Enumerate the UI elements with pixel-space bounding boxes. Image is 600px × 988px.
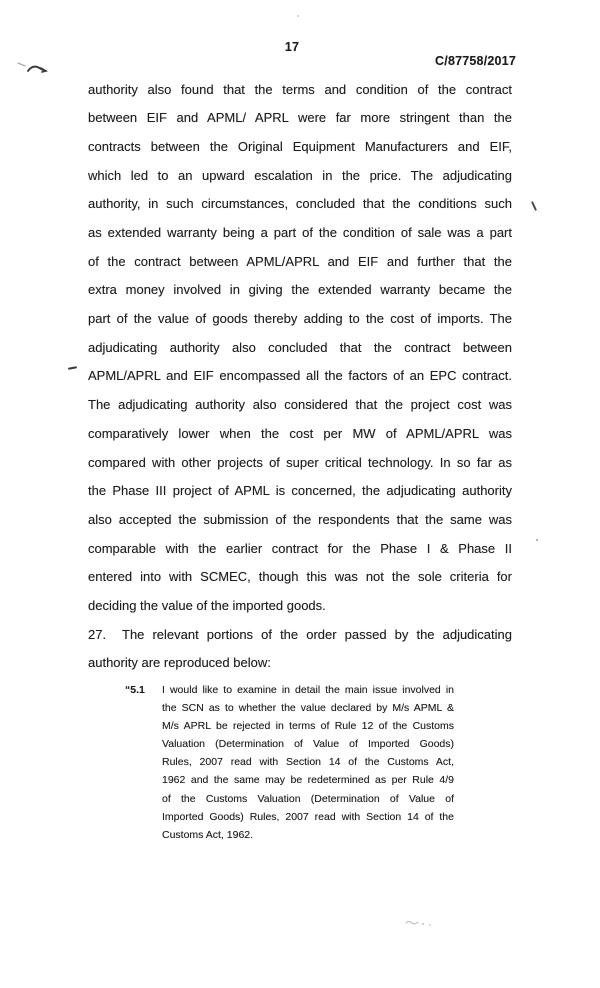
page-number: 17 <box>284 40 300 54</box>
body-line: The relevant portions of the order passed by the adjudicating <box>122 626 512 642</box>
smudge-mark <box>404 916 434 930</box>
order-extract-5-1 <box>125 681 460 844</box>
quote-line: Rules, 2007 read with Section 14 of the Customs Act, <box>162 756 454 769</box>
body-line: contracts between the Original Equipment Manufacturers and EIF, <box>88 138 512 154</box>
body-line: authority also found that the terms and condition of the contract <box>88 81 512 97</box>
body-line: compared with other projects of super critical technology. In so far as <box>88 454 512 470</box>
stray-dash-mark <box>68 366 77 370</box>
body-line: extra money involved in giving the extended warranty became the <box>88 282 512 298</box>
quote-line: Imported Goods) Rules, 2007 read with Section 14 of the <box>162 810 454 823</box>
body-paragraph <box>88 76 512 678</box>
body-line: The adjudicating authority also considered that the project cost was <box>88 397 512 413</box>
quote-marker: “5.1 <box>125 684 145 696</box>
body-line: authority are reproduced below: <box>88 655 271 671</box>
body-line: authority, in such circumstances, concluded that the conditions such <box>88 196 512 212</box>
body-line: the Phase III project of APML is concerned, the adjudicating authority <box>88 483 512 499</box>
body-line: of the contract between APML/APRL and EIF and further that the <box>88 253 512 269</box>
quote-line: Valuation (Determination of Value of Imported Goods) <box>162 738 454 751</box>
body-line: which led to an upward escalation in the price. The adjudicating <box>88 167 512 183</box>
quote-lines <box>162 681 454 844</box>
body-line: as extended warranty being a part of the condition of sale was a part <box>88 225 512 241</box>
body-line: deciding the value of the imported goods. <box>88 597 326 613</box>
case-number: C/87758/2017 <box>435 54 516 68</box>
body-line: APML/APRL and EIF encompassed all the factors of an EPC contract. <box>88 368 512 384</box>
quote-line: I would like to examine in detail the main issue involved in <box>162 684 454 696</box>
paragraph-27 <box>88 621 512 650</box>
body-line: also accepted the submission of the respondents that the same was <box>88 511 512 527</box>
top-speck-mark <box>297 15 299 17</box>
pen-scribble-mark <box>16 56 50 78</box>
quote-line: the SCN as to whether the value declared by M/s APML & <box>162 702 454 715</box>
quote-line: M/s APRL be rejected in terms of Rule 12 of the Customs <box>162 720 454 733</box>
stray-tick-mark <box>531 201 537 211</box>
paragraph-27-number: 27. <box>88 626 107 642</box>
body-line: comparable with the earlier contract for the Phase I & Phase II <box>88 540 512 556</box>
body-line: adjudicating authority also concluded that the contract between <box>88 339 512 355</box>
body-line: part of the value of goods thereby adding to the cost of imports. The <box>88 311 512 327</box>
stray-dot-mark <box>536 539 538 541</box>
body-line: entered into with SCMEC, though this was not the sole criteria for <box>88 569 512 585</box>
quote-line: 1962 and the same may be redetermined as per Rule 4/9 <box>162 774 454 787</box>
body-line: between EIF and APML/ APRL were far more stringent than the <box>88 110 512 126</box>
body-line: comparatively lower when the cost per MW of APML/APRL was <box>88 425 512 441</box>
quote-line: Customs Act, 1962. <box>162 828 254 841</box>
quote-line: of the Customs Valuation (Determination of Value of <box>162 792 454 805</box>
